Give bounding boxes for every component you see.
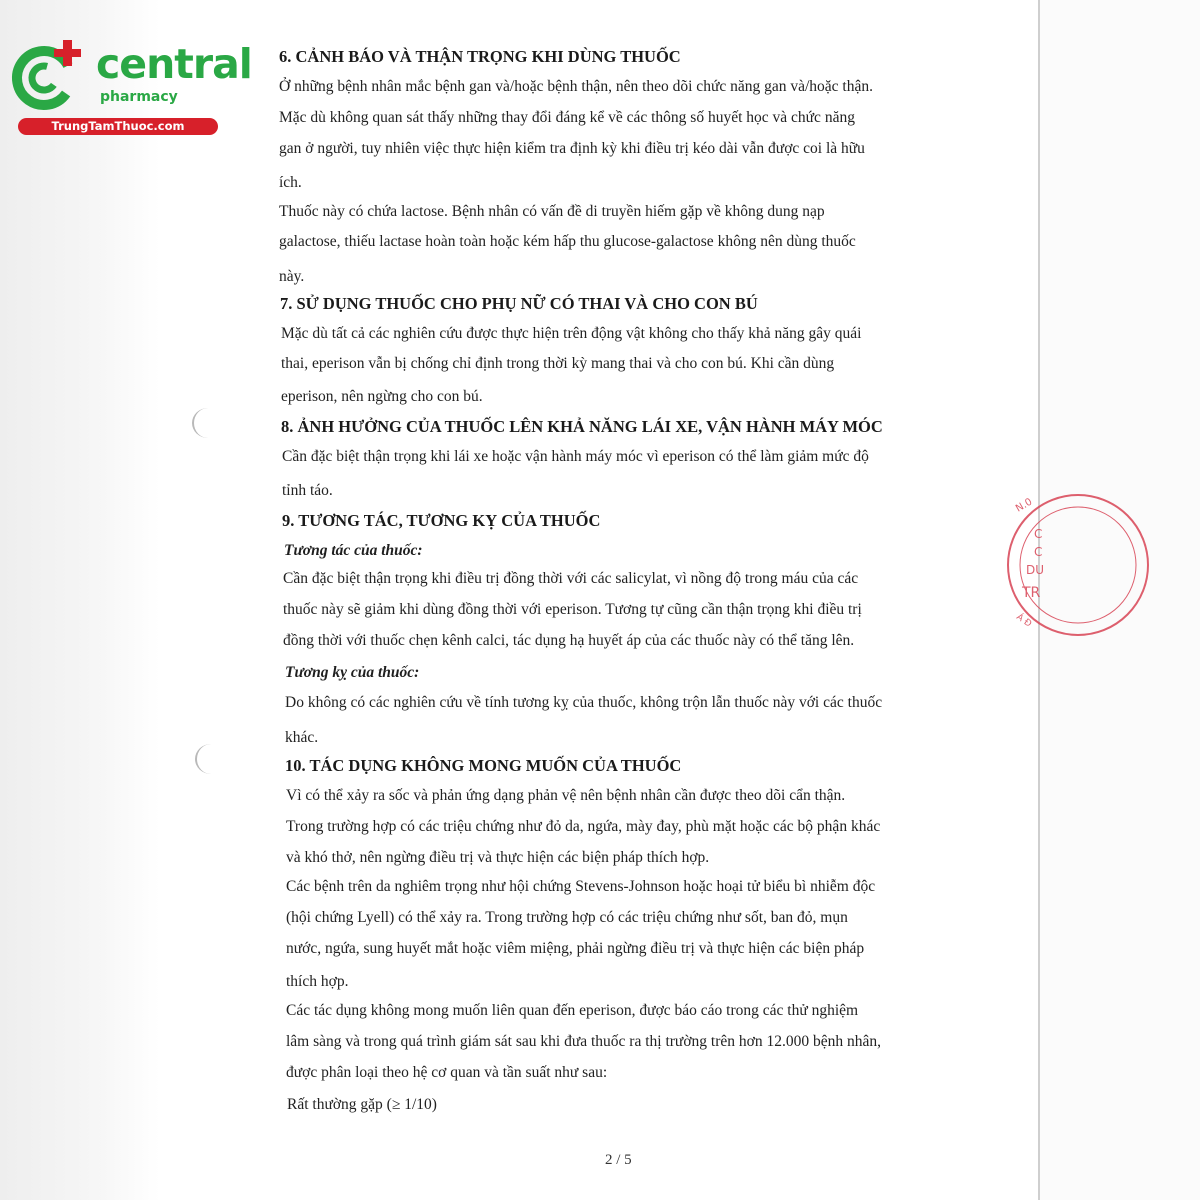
svg-text:C: C [1034,527,1043,541]
paragraph-line: lâm sàng và trong quá trình giám sát sau khi đưa thuốc ra thị trường trên hơn 12.000 bệnh nhân, [286,1033,881,1050]
paragraph-line: Vì có thể xảy ra sốc và phản ứng dạng phản vệ nên bệnh nhân cần được theo dõi cẩn thận. [286,787,846,804]
paragraph-line: thích hợp. [286,973,349,990]
paragraph-line: Mặc dù tất cả các nghiên cứu được thực hiện trên động vật không cho thấy khả năng gây quái [281,325,862,342]
section-7-heading: 7. SỬ DỤNG THUỐC CHO PHỤ NỮ CÓ THAI VÀ CHO CON BÚ [280,294,758,313]
svg-text:Á Đ: Á Đ [1014,612,1034,630]
page-number: 2 / 5 [605,1152,632,1168]
paragraph-line: đồng thời với thuốc chẹn kênh calci, tác dụng hạ huyết áp của các thuốc này có thể tăng lên. [283,632,855,649]
svg-text:TR: TR [1022,585,1041,601]
paragraph-line: thai, eperison vẫn bị chống chỉ định trong thời kỳ mang thai và cho con bú. Khi cần dùng [281,355,835,372]
brand-subtitle: pharmacy [100,89,178,105]
paragraph-line: và khó thở, nên ngừng điều trị và thực hiện các biện pháp thích hợp. [286,849,710,866]
paragraph-line: Rất thường gặp (≥ 1/10) [287,1096,437,1113]
paragraph-line: Các bệnh trên da nghiêm trọng như hội chứng Stevens-Johnson hoặc hoại tử biểu bì nhiễm độc [286,878,876,895]
paragraph-line: được phân loại theo hệ cơ quan và tần suất như sau: [286,1064,608,1081]
brand-url[interactable]: TrungTamThuoc.com [18,118,218,135]
paragraph-line: eperison, nên ngừng cho con bú. [281,388,483,405]
section-8-heading: 8. ẢNH HƯỞNG CỦA THUỐC LÊN KHẢ NĂNG LÁI XE, VẬN HÀNH MÁY MÓC [281,417,883,436]
paragraph-line: Do không có các nghiên cứu về tính tương kỵ của thuốc, không trộn lẫn thuốc này với các thuốc [285,694,883,711]
brand-logo[interactable] [10,38,252,138]
logo-mark-icon [10,38,92,116]
section-10-heading: 10. TÁC DỤNG KHÔNG MONG MUỐN CỦA THUỐC [285,756,682,775]
subheading-interactions: Tương tác của thuốc: [284,542,423,559]
paragraph-line: này. [279,268,305,285]
paragraph-line: gan ở người, tuy nhiên việc thực hiện kiểm tra định kỳ khi điều trị kéo dài vẫn được coi là hữu [279,140,865,157]
brand-name: central [96,40,252,88]
svg-text:N.0: N.0 [1014,496,1035,515]
paragraph-line: ích. [279,174,302,191]
scan-shadow-right [1040,0,1200,1200]
official-stamp-seal [1000,490,1045,640]
paragraph-line: khác. [285,729,319,746]
paragraph-line: Ở những bệnh nhân mắc bệnh gan và/hoặc bệnh thận, nên theo dõi chức năng gan và/hoặc thận. [279,78,873,95]
paragraph-line: tỉnh táo. [282,482,333,499]
paragraph-line: Trong trường hợp có các triệu chứng như đỏ da, ngứa, mày đay, phù mặt hoặc các bộ phận khác [286,818,881,835]
paragraph-line: Các tác dụng không mong muốn liên quan đến eperison, được báo cáo trong các thử nghiệm [286,1002,859,1019]
paragraph-line: galactose, thiếu lactase hoàn toàn hoặc kém hấp thu glucose-galactose không nên dùng thuốc [279,233,856,250]
paragraph-line: Thuốc này có chứa lactose. Bệnh nhân có vấn đề di truyền hiếm gặp về không dung nạp [279,203,825,220]
svg-text:DU: DU [1026,563,1045,577]
paragraph-line: (hội chứng Lyell) có thể xảy ra. Trong trường hợp có các triệu chứng như sốt, ban đỏ, mụn [286,909,848,926]
paragraph-line: nước, ngứa, sung huyết mắt hoặc viêm miệng, phải ngừng điều trị và thực hiện các biện pháp [286,940,865,957]
punch-hole-mark [192,408,224,438]
paragraph-line: thuốc này sẽ giảm khi dùng đồng thời với eperison. Tương tự cũng cần thận trọng khi điều trị [283,601,862,618]
svg-text:C: C [1034,545,1043,559]
subheading-incompatibilities: Tương kỵ của thuốc: [285,664,420,681]
section-9-heading: 9. TƯƠNG TÁC, TƯƠNG KỴ CỦA THUỐC [282,511,601,530]
punch-hole-mark [195,744,227,774]
paragraph-line: Cần đặc biệt thận trọng khi điều trị đồng thời với các salicylat, vì nồng độ trong máu của các [283,570,859,587]
paragraph-line: Cần đặc biệt thận trọng khi lái xe hoặc vận hành máy móc vì eperison có thể làm giảm mức độ [282,448,869,465]
scan-shadow-left [0,0,160,1200]
section-6-heading: 6. CẢNH BÁO VÀ THẬN TRỌNG KHI DÙNG THUỐC [279,47,681,66]
paragraph-line: Mặc dù không quan sát thấy những thay đổi đáng kể về các thông số huyết học và chức năng [279,109,855,126]
